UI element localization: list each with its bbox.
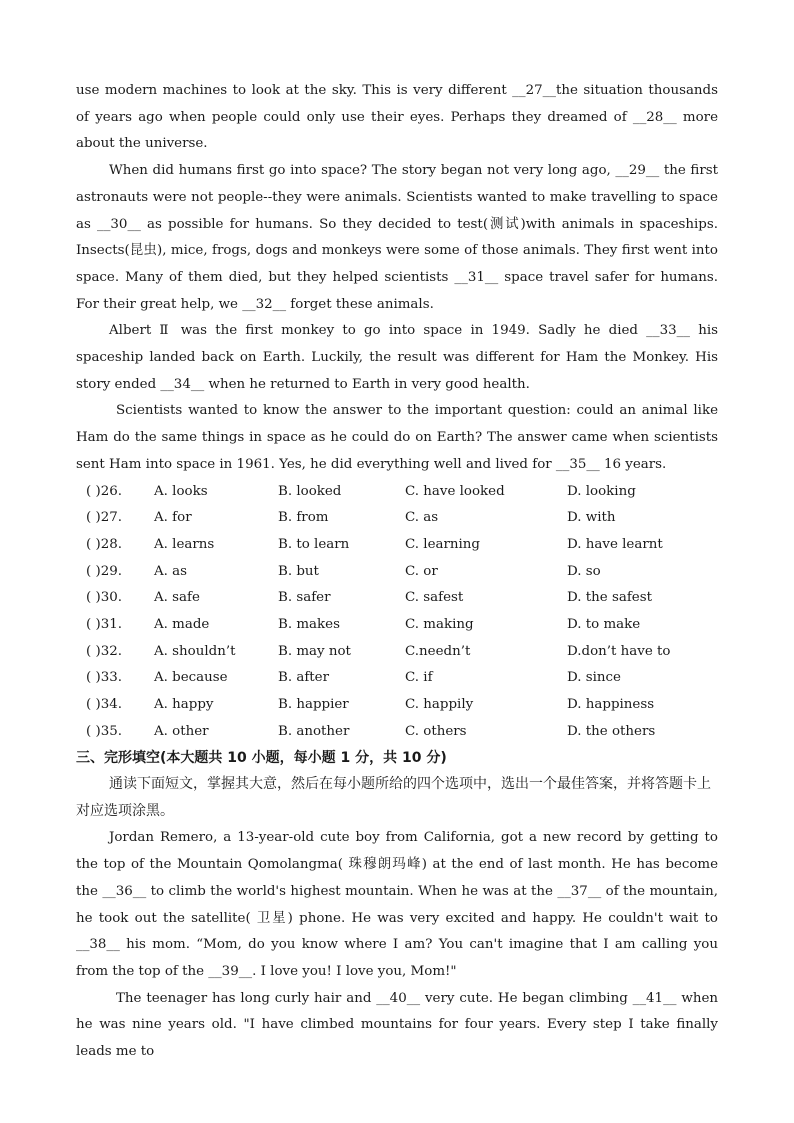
option-b: B. safer (278, 590, 331, 606)
question-options-table (76, 479, 718, 746)
option-c: C. as (405, 510, 439, 526)
question-row (76, 532, 718, 559)
question-number[interactable]: ( )28. (86, 536, 123, 552)
question-row (76, 585, 718, 612)
passage1-paragraph-2: When did humans first go into space? The story began not very long ago, __29__ the first astronauts were not people--they were animals. Scientists wanted to make travelling to space as __30__ as possible for humans. So they decided to test(测试)with animals in spaceships. Insects(昆虫), mice, frogs, dogs and monkeys were some of those animals. They first went into space. Many of them died, but they helped scientists __31__ space travel safer for humans. For their great help, we __32__ forget these animals. (76, 163, 718, 312)
option-a: A. learns (154, 536, 215, 552)
option-d: D. the safest (567, 590, 652, 606)
passage2-paragraph-1: Jordan Remero, a 13-year-old cute boy from California, got a new record by getting to the top of the Mountain Qomolangma( 珠穆朗玛峰) at the end of last month. He has become the __36__ to climb the world's highest mountain. When he was at the __37__ of the mountain, he took out the satellite( 卫星) phone. He was very excited and happy. He couldn't wait to __38__ his mom. “Mom, do you know where I am? You can't imagine that I am calling you from the top of the __39__. I love you! I love you, Mom!" (76, 830, 718, 979)
question-row (76, 479, 718, 506)
passage1-paragraph-1: use modern machines to look at the sky. This is very different __27__the situation thousands of years ago when people could only use their eyes. Perhaps they dreamed of __28__ more about the universe. (76, 83, 718, 152)
question-number[interactable]: ( )34. (86, 697, 123, 713)
option-d: D.don’t have to (567, 643, 671, 659)
option-a: A. for (154, 510, 192, 526)
question-number[interactable]: ( )26. (86, 483, 123, 499)
question-number[interactable]: ( )35. (86, 723, 123, 739)
option-a: A. as (154, 563, 188, 579)
option-a: A. because (154, 670, 228, 686)
option-c: C. if (405, 670, 433, 686)
option-c: C. making (405, 616, 474, 632)
question-number[interactable]: ( )27. (86, 510, 123, 526)
question-number[interactable]: ( )32. (86, 643, 123, 659)
question-number[interactable]: ( )30. (86, 590, 123, 606)
option-a: A. safe (154, 590, 200, 606)
question-row (76, 719, 718, 746)
option-b: B. after (278, 670, 329, 686)
option-c: C. or (405, 563, 438, 579)
option-d: D. the others (567, 723, 656, 739)
question-number[interactable]: ( )33. (86, 670, 123, 686)
option-d: D. looking (567, 483, 636, 499)
option-b: B. happier (278, 697, 349, 713)
question-row (76, 639, 718, 666)
option-b: B. looked (278, 483, 342, 499)
option-c: C. others (405, 723, 467, 739)
option-a: A. made (154, 616, 210, 632)
passage2-paragraph-2: The teenager has long curly hair and __40__ very cute. He began climbing __41__ when he was nine years old. "I have climbed mountains for four years. Every step I take finally leads me to (76, 990, 718, 1060)
question-row (76, 665, 718, 692)
option-a: A. shouldn’t (154, 643, 236, 659)
option-b: B. another (278, 723, 350, 739)
exam-page (76, 78, 718, 1066)
question-number[interactable]: ( )29. (86, 563, 123, 579)
question-row (76, 692, 718, 719)
section-instruction: 通读下面短文，掌握其大意，然后在每小题所给的四个选项中，选出一个最佳答案，并将答题卡上对应选项涂黑。 (76, 776, 711, 820)
option-b: B. makes (278, 616, 340, 632)
option-d: D. have learnt (567, 536, 663, 552)
option-d: D. since (567, 670, 621, 686)
passage1-paragraph-4: Scientists wanted to know the answer to the important question: could an animal like Ham do the same things in space as he could do on Earth? The answer came when scientists sent Ham into space in 1961. Yes, he did everything well and lived for __35__ 16 years. (76, 403, 718, 472)
option-d: D. happiness (567, 697, 655, 713)
option-c: C. happily (405, 697, 474, 713)
question-row (76, 505, 718, 532)
option-a: A. other (154, 723, 209, 739)
option-d: D. with (567, 510, 616, 526)
section-title: 三、完形填空(本大题共 10 小题，每小题 1 分，共 10 分) (76, 750, 447, 767)
option-a: A. happy (154, 697, 214, 713)
question-number[interactable]: ( )31. (86, 616, 123, 632)
passage1-paragraph-3: Albert Ⅱ was the first monkey to go into space in 1949. Sadly he died __33__ his spaceship landed back on Earth. Luckily, the result was different for Ham the Monkey. His story ended __34__ when he returned to Earth in very good health. (76, 323, 718, 392)
option-c: C.needn’t (405, 643, 471, 659)
option-c: C. learning (405, 536, 480, 552)
option-d: D. to make (567, 616, 641, 632)
option-a: A. looks (154, 483, 208, 499)
option-c: C. safest (405, 590, 464, 606)
option-b: B. may not (278, 643, 351, 659)
option-d: D. so (567, 563, 601, 579)
option-c: C. have looked (405, 483, 505, 499)
option-b: B. to learn (278, 536, 350, 552)
question-row (76, 612, 718, 639)
option-b: B. but (278, 563, 319, 579)
question-row (76, 559, 718, 586)
option-b: B. from (278, 510, 329, 526)
